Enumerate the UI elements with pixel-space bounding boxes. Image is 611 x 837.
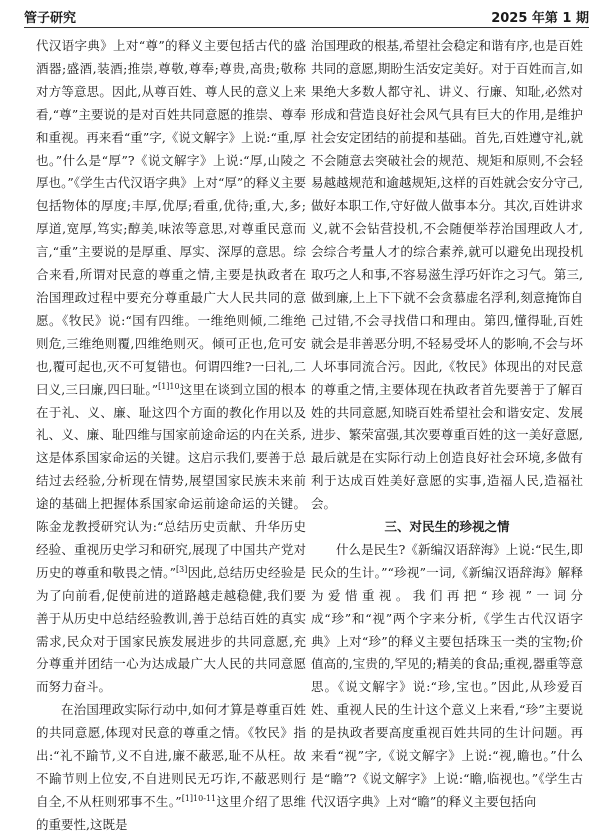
paragraph: 什么是民生?《新编汉语辞海》上说:“民生,即民众的生计。”“珍视”一词,《新编汉语辞海》解释为爱惜重视。我们再把“珍视”一词分成“珍”和“视”两个字来分析,《学生古代汉语字典》上对“珍”的释义主要包括珠玉一类的宝物;价值高的,宝贵的,罕见的;精美的食品;重视,器重等意思。《说文解字》说:“珍,宝也。”因此,从珍爱百姓、重视人民的生计这个意义上来看,“珍”主要说的是执政者要高度重视百姓共同的生计问题。再来看“视”字,《说文解字》上说:“视,瞻也。”什么是“瞻”?《说文解字》上说:“瞻,临视也。”《学生古代汉语字典》上对“瞻”的释义主要包括向 [311,541,583,809]
paragraph [36,699,306,836]
paragraph: 治国理政的根基,希望社会稳定和谐有序,也是百姓共同的意愿,期盼生活安定美好。对于百姓而言,如果绝大多数人都守礼、讲义、行廉、知耻,必然对形成和营造良好社会风气具有巨大的作用,是维护社会安定团结的前提和基础。首先,百姓遵守礼,就不会随意去突破社会的规范、规矩和原则,不会轻易越越规范和逾越规矩,这样的百姓就会安分守己,做好本职工作,守好做人做事本分。其次,百姓讲求义,就不会钻营投机,不会随便举荐治国理政人才,会综合考量人才的综合素养,就可以避免出现投机取巧之人和事,不容易滋生浮巧奸诈之习气。第三,做到廉,上上下下就不会贪慕虚名浮利,刻意掩饰自己过错,不会寻找借口和理由。第四,懂得耻,百姓就会是非善恶分明,不轻易受坏人的影响,不会与坏人坏事同流合污。因此,《牧民》体现出的对民意的尊重之情,主要体现在执政者首先要善于了解百姓的共同意愿,知晓百姓希望社会和谐安定、发展进步、繁荣富强,其次要尊重百姓的这一美好意愿,最后就是在实际行动上创造良好社会环境,多做有利于达成百姓美好意愿的实事,造福人民,造福社会。 [311,38,583,512]
journal-name: 管子研究 [24,11,77,26]
left-column [36,35,306,832]
text: 这里介绍了思维的重要性,这既是 [36,793,306,832]
citation: [3] [176,564,188,574]
right-column [311,35,583,809]
text: 这里在谈到立国的根本在于礼、义、廉、耻这四个方面的教化作用以及礼、义、廉、耻四维与国家前途命运的内在关系,这是体系国家命运的关键。这启示我们,要善于总结过去经验,分析现在情势,展望国家民族未来前途的基础上把握体系国家命运前途命运的关键。陈金龙教授研究认为:“总结历史贡献、升华历史经验、重视历史学习和研究,展现了中国共产党对历史的尊重和敬畏之情。” [36,381,306,580]
section-title: 三、对民生的珍视之情 [384,519,510,535]
citation: [1]10 [158,381,180,391]
text: 因此,总结历史经验是为了向前看,促使前进的道路越走越稳健,我们要善于从历史中总结经验教训,善于总结百姓的真实需求,民众对于国家民族发展进步的共同意愿,充分尊重并团结一心为达成最广大人民的共同意愿而努力奋斗。 [36,564,306,695]
page-header [24,5,589,28]
paragraph [36,35,306,699]
citation: [1]10-11 [181,793,217,803]
text: 在治国理政实际行动中,如何才算是尊重百姓的共同意愿,体现对民意的尊重之情。《牧民》指出:“礼不踰节,义不自进,廉不蔽恶,耻不从枉。故不踰节则上位安,不自进则民无巧诈,不蔽恶则行自全,不从枉则邪事不生。” [36,702,306,809]
text: 代汉语字典》上对“尊”的释义主要包括古代的盛酒器;盛酒,装酒;推崇,尊敬,尊奉;尊贵,高贵;敬称对方等意思。因此,从尊百姓、尊人民的意义上来看,“尊”主要说的是对百姓共同意愿的推崇、尊奉和重视。再来看“重”字,《说文解字》上说:“重,厚也。”什么是“厚”?《说文解字》上说:“厚,山陵之厚也。”《学生古代汉语字典》上对“厚”的释义主要包括物体的厚度;丰厚,优厚;看重,优待;重,大,多;厚道,宽厚,笃实;醇美,味浓等意思,对尊重民意而言,“重”主要说的是厚重、厚实、深厚的意思。综合来看,所谓对民意的尊重之情,主要是执政者在治国理政过程中要充分尊重最广大人民共同的意愿。《牧民》说:“国有四维。一维绝则倾,二维绝则危,三维绝则覆,四维绝则灭。倾可正也,危可安也,覆可起也,灭不可复错也。何谓四维?一曰礼,二曰义,三曰廉,四曰耻。” [36,38,306,397]
issue-label: 2025 年第 1 期 [491,11,589,26]
